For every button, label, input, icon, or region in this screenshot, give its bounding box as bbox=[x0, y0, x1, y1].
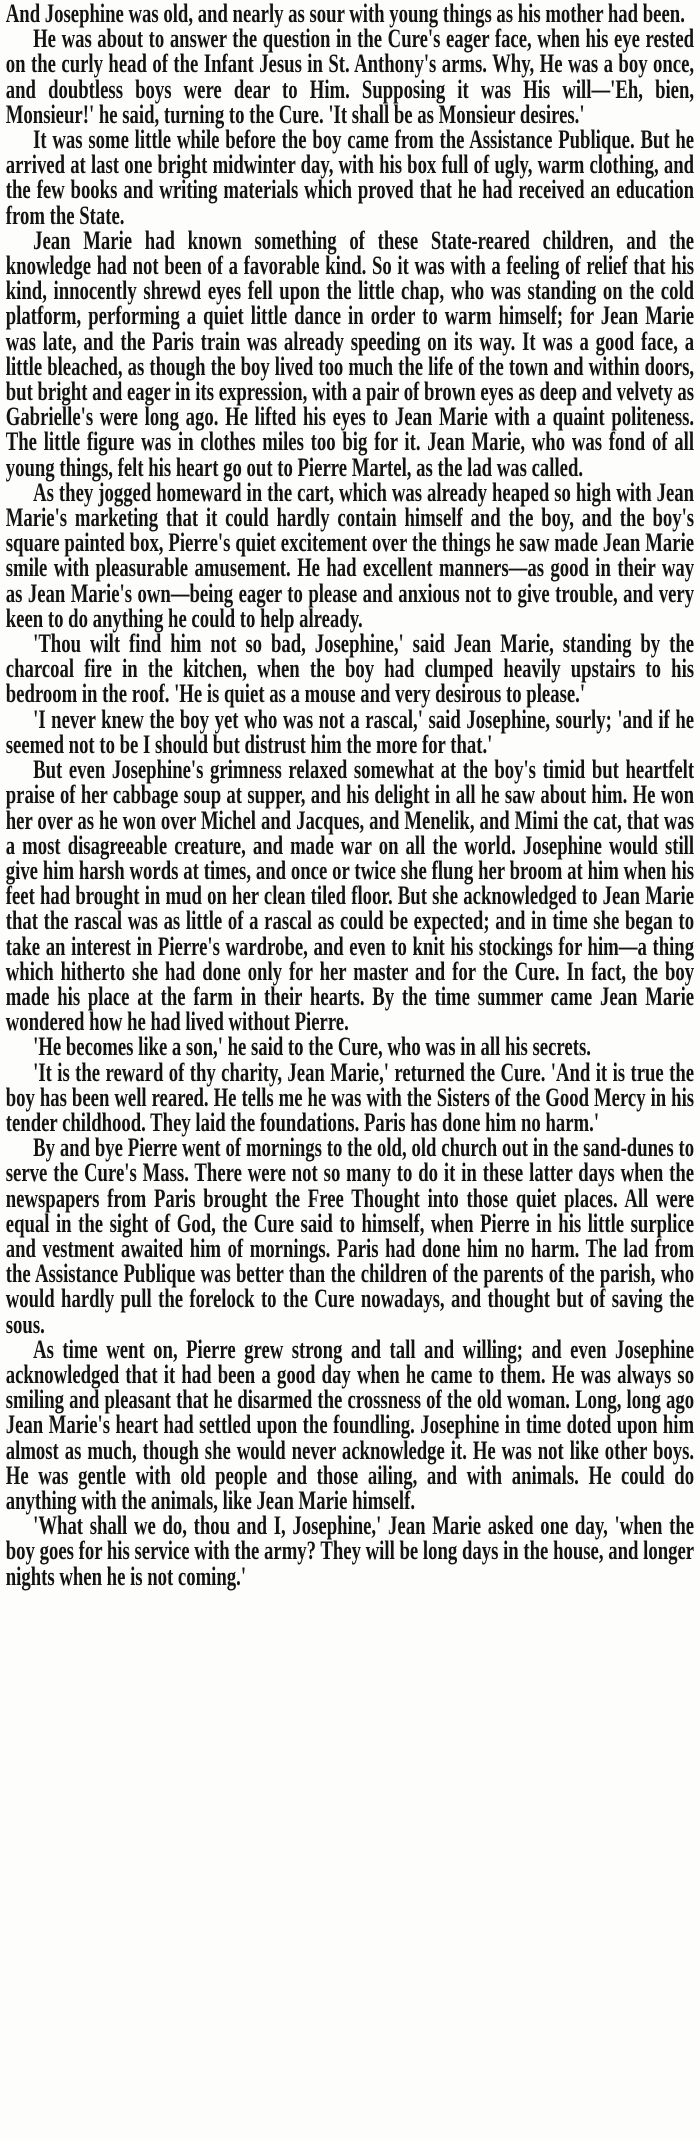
paragraph-11: By and bye Pierre went of mornings to the old, old church out in the sand-dunes to serve the Cure's Mass. There were not so many to do it in these latter days when the newspapers from Paris brought the Free Thought into those quiet places. All were equal in the sight of God, the Cure said to himself, when Pierre in his little surplice and vestment awaited him of mornings. Paris had done him no harm. The lad from the Assistance Publique was better than the children of the parents of the parish, who would hardly pull the forelock to the Cure nowadays, and thought but of saving the sous. bbox=[5, 1133, 695, 1339]
paragraph-2: He was about to answer the question in the Cure's eager face, when his eye rested on the curly head of the Infant Jesus in St. Anthony's arms. Why, He was a boy once, and doubtless boys were dear to Him. Supposing it was His will—'Eh, bien, Monsieur!' he said, turning to the Cure. 'It shall be as Monsieur desires.' bbox=[5, 24, 695, 129]
paragraph-8: But even Josephine's grimness relaxed somewhat at the boy's timid but heartfelt praise of her cabbage soup at supper, and his delight in all he saw about him. He won her over as he won over Michel and Jacques, and Menelik, and Mimi the cat, that was a most disagreeable creature, and made war on all the world. Josephine would still give him harsh words at times, and once or twice she flung her broom at him when his feet had brought in mud on her clean tiled floor. But she acknowledged to Jean Marie that the rascal was as little of a rascal as could be expected; and in time she began to take an interest in Pierre's wardrobe, and even to knit his stockings for him—a thing which hitherto she had done only for her master and for the Cure. In fact, the boy made his place at the farm in their hearts. By the time summer came Jean Marie wondered how he had lived without Pierre. bbox=[5, 755, 695, 1037]
paragraph-6: 'Thou wilt find him not so bad, Josephine,' said Jean Marie, standing by the charcoal fire in the kitchen, when the boy had clumped heavily upstairs to his bedroom in the roof. 'He is quiet as a mouse and very desirous to please.' bbox=[5, 629, 695, 709]
paragraph-3: It was some little while before the boy came from the Assistance Publique. But he arrived at last one bright midwinter day, with his box full of ugly, warm clothing, and the few books and writing materials which proved that he had received an education from the State. bbox=[5, 125, 695, 230]
paragraph-10: 'It is the reward of thy charity, Jean Marie,' returned the Cure. 'And it is true the boy has been well reared. He tells me he was with the Sisters of the Good Mercy in his tender childhood. They laid the foundations. Paris has done him no harm.' bbox=[5, 1057, 695, 1137]
paragraph-1: And Josephine was old, and nearly as sour with young things as his mother had been. bbox=[5, 0, 685, 28]
paragraph-9: 'He becomes like a son,' he said to the Cure, who was in all his secrets. bbox=[33, 1032, 591, 1062]
paragraph-13: 'What shall we do, thou and I, Josephine,' Jean Marie asked one day, 'when the boy goes for his service with the army? They will be long days in the house, and longer nights when he is not coming.' bbox=[5, 1511, 695, 1591]
paragraph-4: Jean Marie had known something of these State-reared children, and the knowledge had not been of a favorable kind. So it was with a feeling of relief that his kind, innocently shrewd eyes fell upon the little chap, who was standing on the cold platform, performing a quiet little dance in order to warm himself; for Jean Marie was late, and the Paris train was already speeding on its way. It was a good face, a little bleached, as though the boy lived too much the life of the town and within doors, but bright and eager in its expression, with a pair of brown eyes as deep and velvety as Gabrielle's were long ago. He lifted his eyes to Jean Marie with a quaint politeness. The little figure was in clothes miles too big for it. Jean Marie, who was fond of all young things, felt his heart go out to Pierre Martel, as the lad was called. bbox=[5, 225, 695, 482]
paragraph-5: As they jogged homeward in the cart, which was already heaped so high with Jean Marie's marketing that it could hardly contain himself and the boy, and the boy's square painted box, Pierre's quiet excitement over the things he saw made Jean Marie smile with pleasurable amusement. He had excellent manners—as good in their way as Jean Marie's own—being eager to please and anxious not to give trouble, and very keen to do anything he could to help already. bbox=[5, 477, 695, 633]
paragraph-12: As time went on, Pierre grew strong and tall and willing; and even Josephine acknowledged that it had been a good day when he came to them. He was always so smiling and pleasant that he disarmed the crossness of the old woman. Long, long ago Jean Marie's heart had settled upon the foundling. Josephine in time doted upon him almost as much, though she would never acknowledge it. He was not like other boys. He was gentle with old people and those ailing, and with animals. He could do anything with the animals, like Jean Marie himself. bbox=[5, 1334, 695, 1515]
paragraph-7: 'I never knew the boy yet who was not a rascal,' said Josephine, sourly; 'and if he seemed not to be I should but distrust him the more for that.' bbox=[5, 704, 695, 759]
